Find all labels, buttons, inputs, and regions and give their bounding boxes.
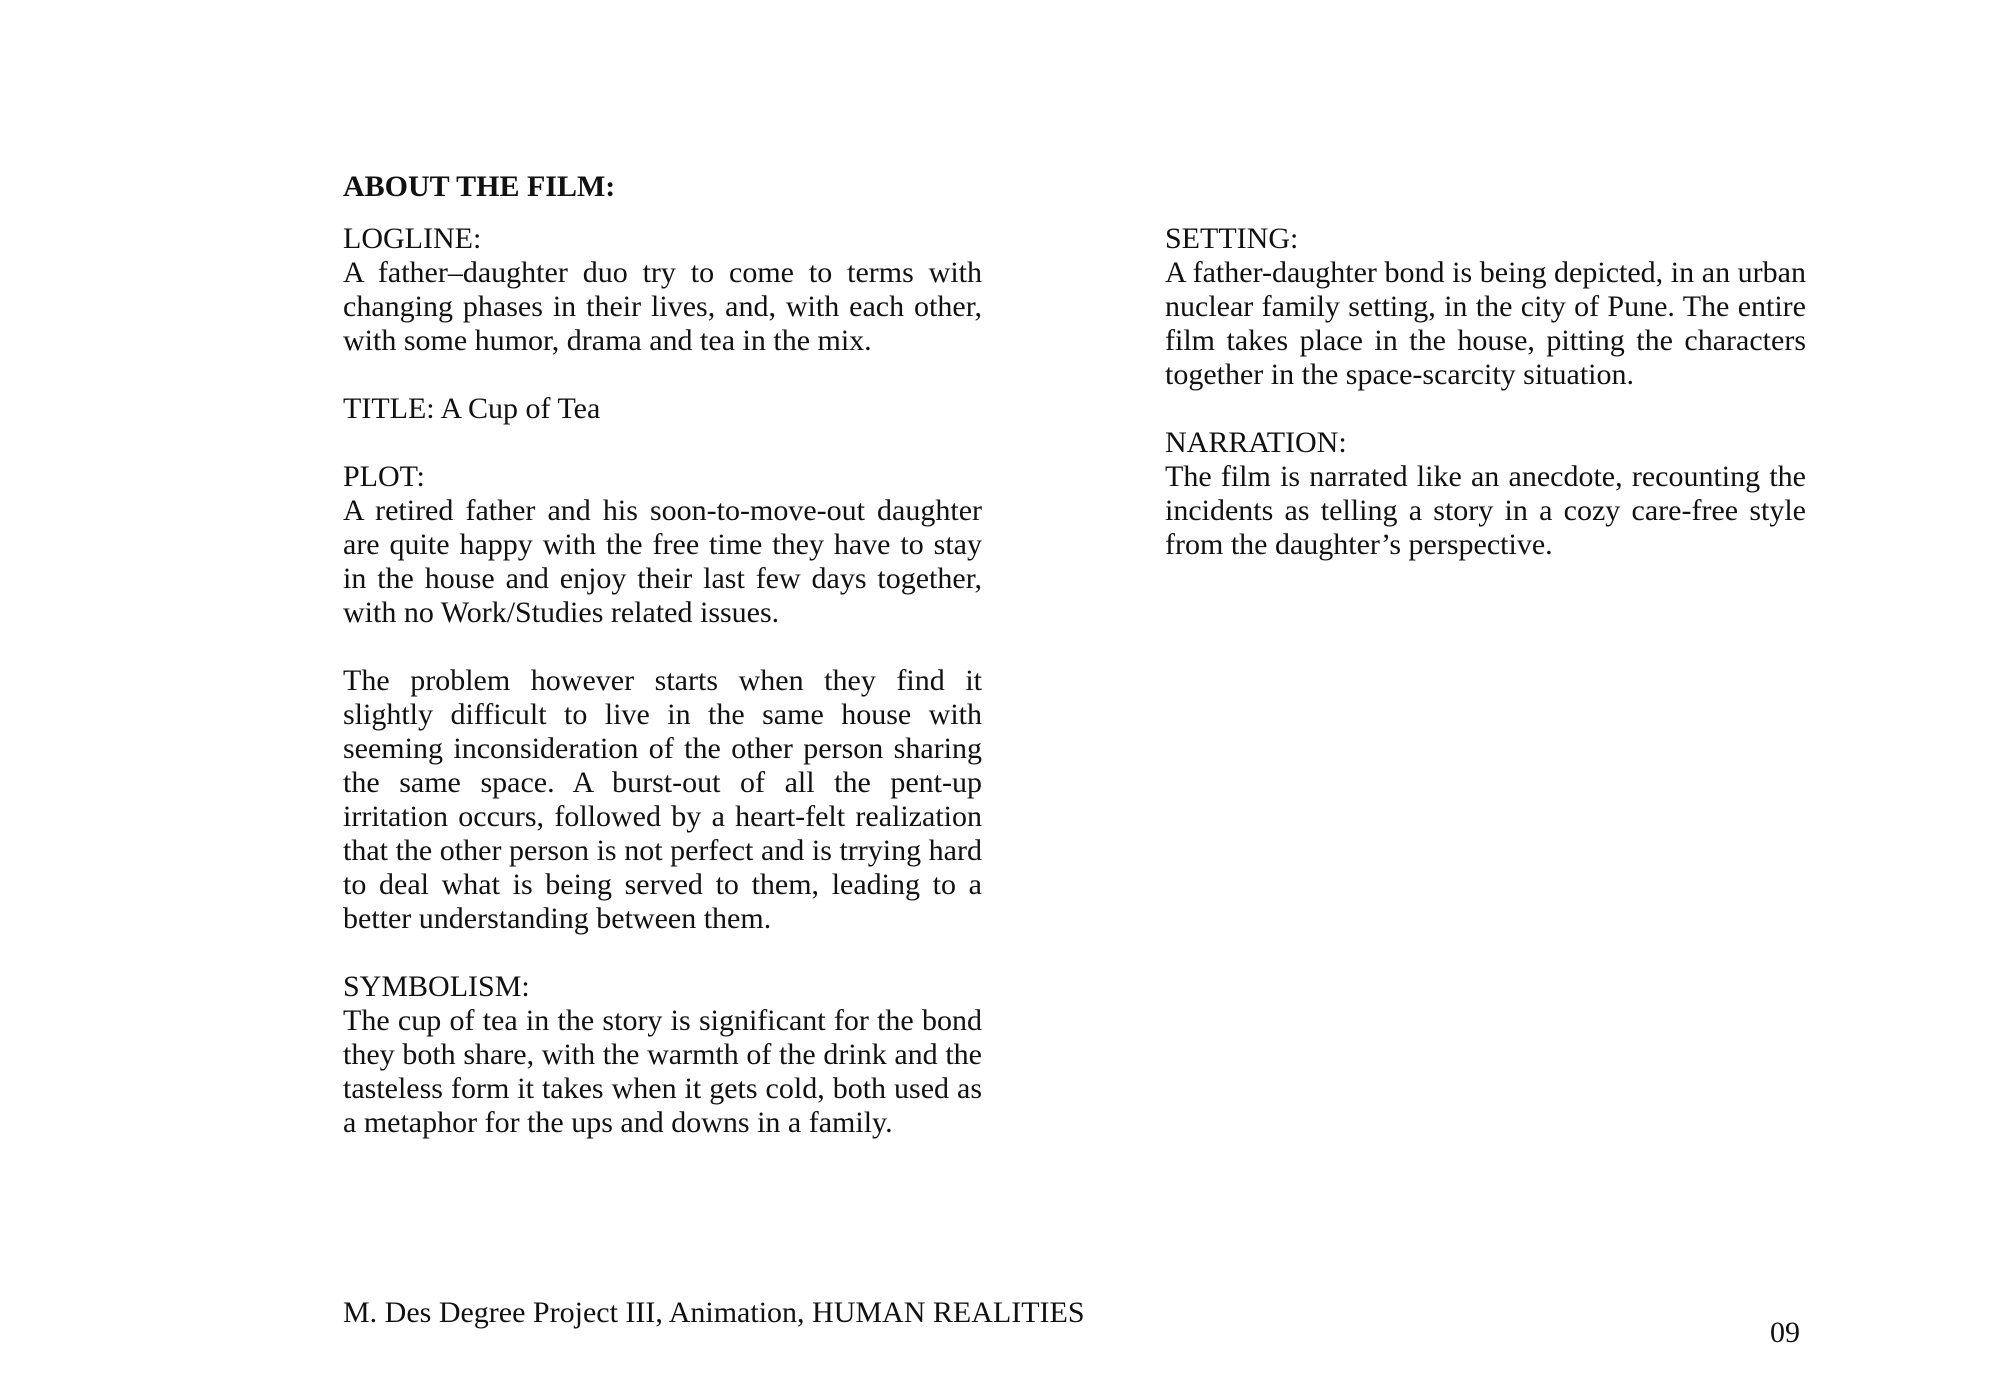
plot-heading: PLOT:: [343, 460, 425, 493]
section-narration: [1165, 426, 1806, 562]
section-film-title: [343, 392, 982, 426]
logline-heading: LOGLINE:: [343, 222, 482, 255]
right-column: [1165, 222, 1806, 596]
section-symbolism: [343, 970, 982, 1140]
logline-paragraph: A father–daughter duo try to come to terms with changing phases in their lives, and, with each other, with some humor, drama and tea in the mix.: [343, 256, 982, 357]
left-column: [343, 170, 982, 1174]
setting-heading: SETTING:: [1165, 222, 1299, 255]
page-number: 09: [1770, 1316, 1800, 1349]
footer-text: M. Des Degree Project III, Animation, HUMAN REALITIES: [343, 1296, 1085, 1329]
symbolism-heading: SYMBOLISM:: [343, 970, 530, 1003]
plot-paragraph-1: A retired father and his soon-to-move-out daughter are quite happy with the free time they have to stay in the house and enjoy their last few days together, with no Work/Studies related issues.: [343, 494, 982, 629]
narration-paragraph: The film is narrated like an anecdote, recounting the incidents as telling a story in a cozy care-free style from the daughter’s perspective.: [1165, 460, 1806, 561]
setting-paragraph: A father-daughter bond is being depicted, in an urban nuclear family setting, in the city of Pune. The entire film takes place in the house, pitting the characters together in the space-scarcity situation.: [1165, 256, 1806, 391]
section-setting: [1165, 222, 1806, 392]
plot-paragraph-2: The problem however starts when they find it slightly difficult to live in the same house with seeming inconsideration of the other person sharing the same space. A burst-out of all the pent-up irritation occurs, followed by a heart-felt realization that the other person is not perfect and is trrying hard to deal what is being served to them, leading to a better understanding between them.: [343, 664, 982, 935]
symbolism-paragraph: The cup of tea in the story is significant for the bond they both share, with the warmth of the drink and the tasteless form it takes when it gets cold, both used as a metaphor for the ups and downs in a family.: [343, 1004, 982, 1139]
section-plot: [343, 460, 982, 936]
page-title: ABOUT THE FILM:: [343, 170, 616, 203]
narration-heading: NARRATION:: [1165, 426, 1347, 459]
section-logline: [343, 222, 982, 358]
film-title-line: TITLE: A Cup of Tea: [343, 392, 601, 425]
